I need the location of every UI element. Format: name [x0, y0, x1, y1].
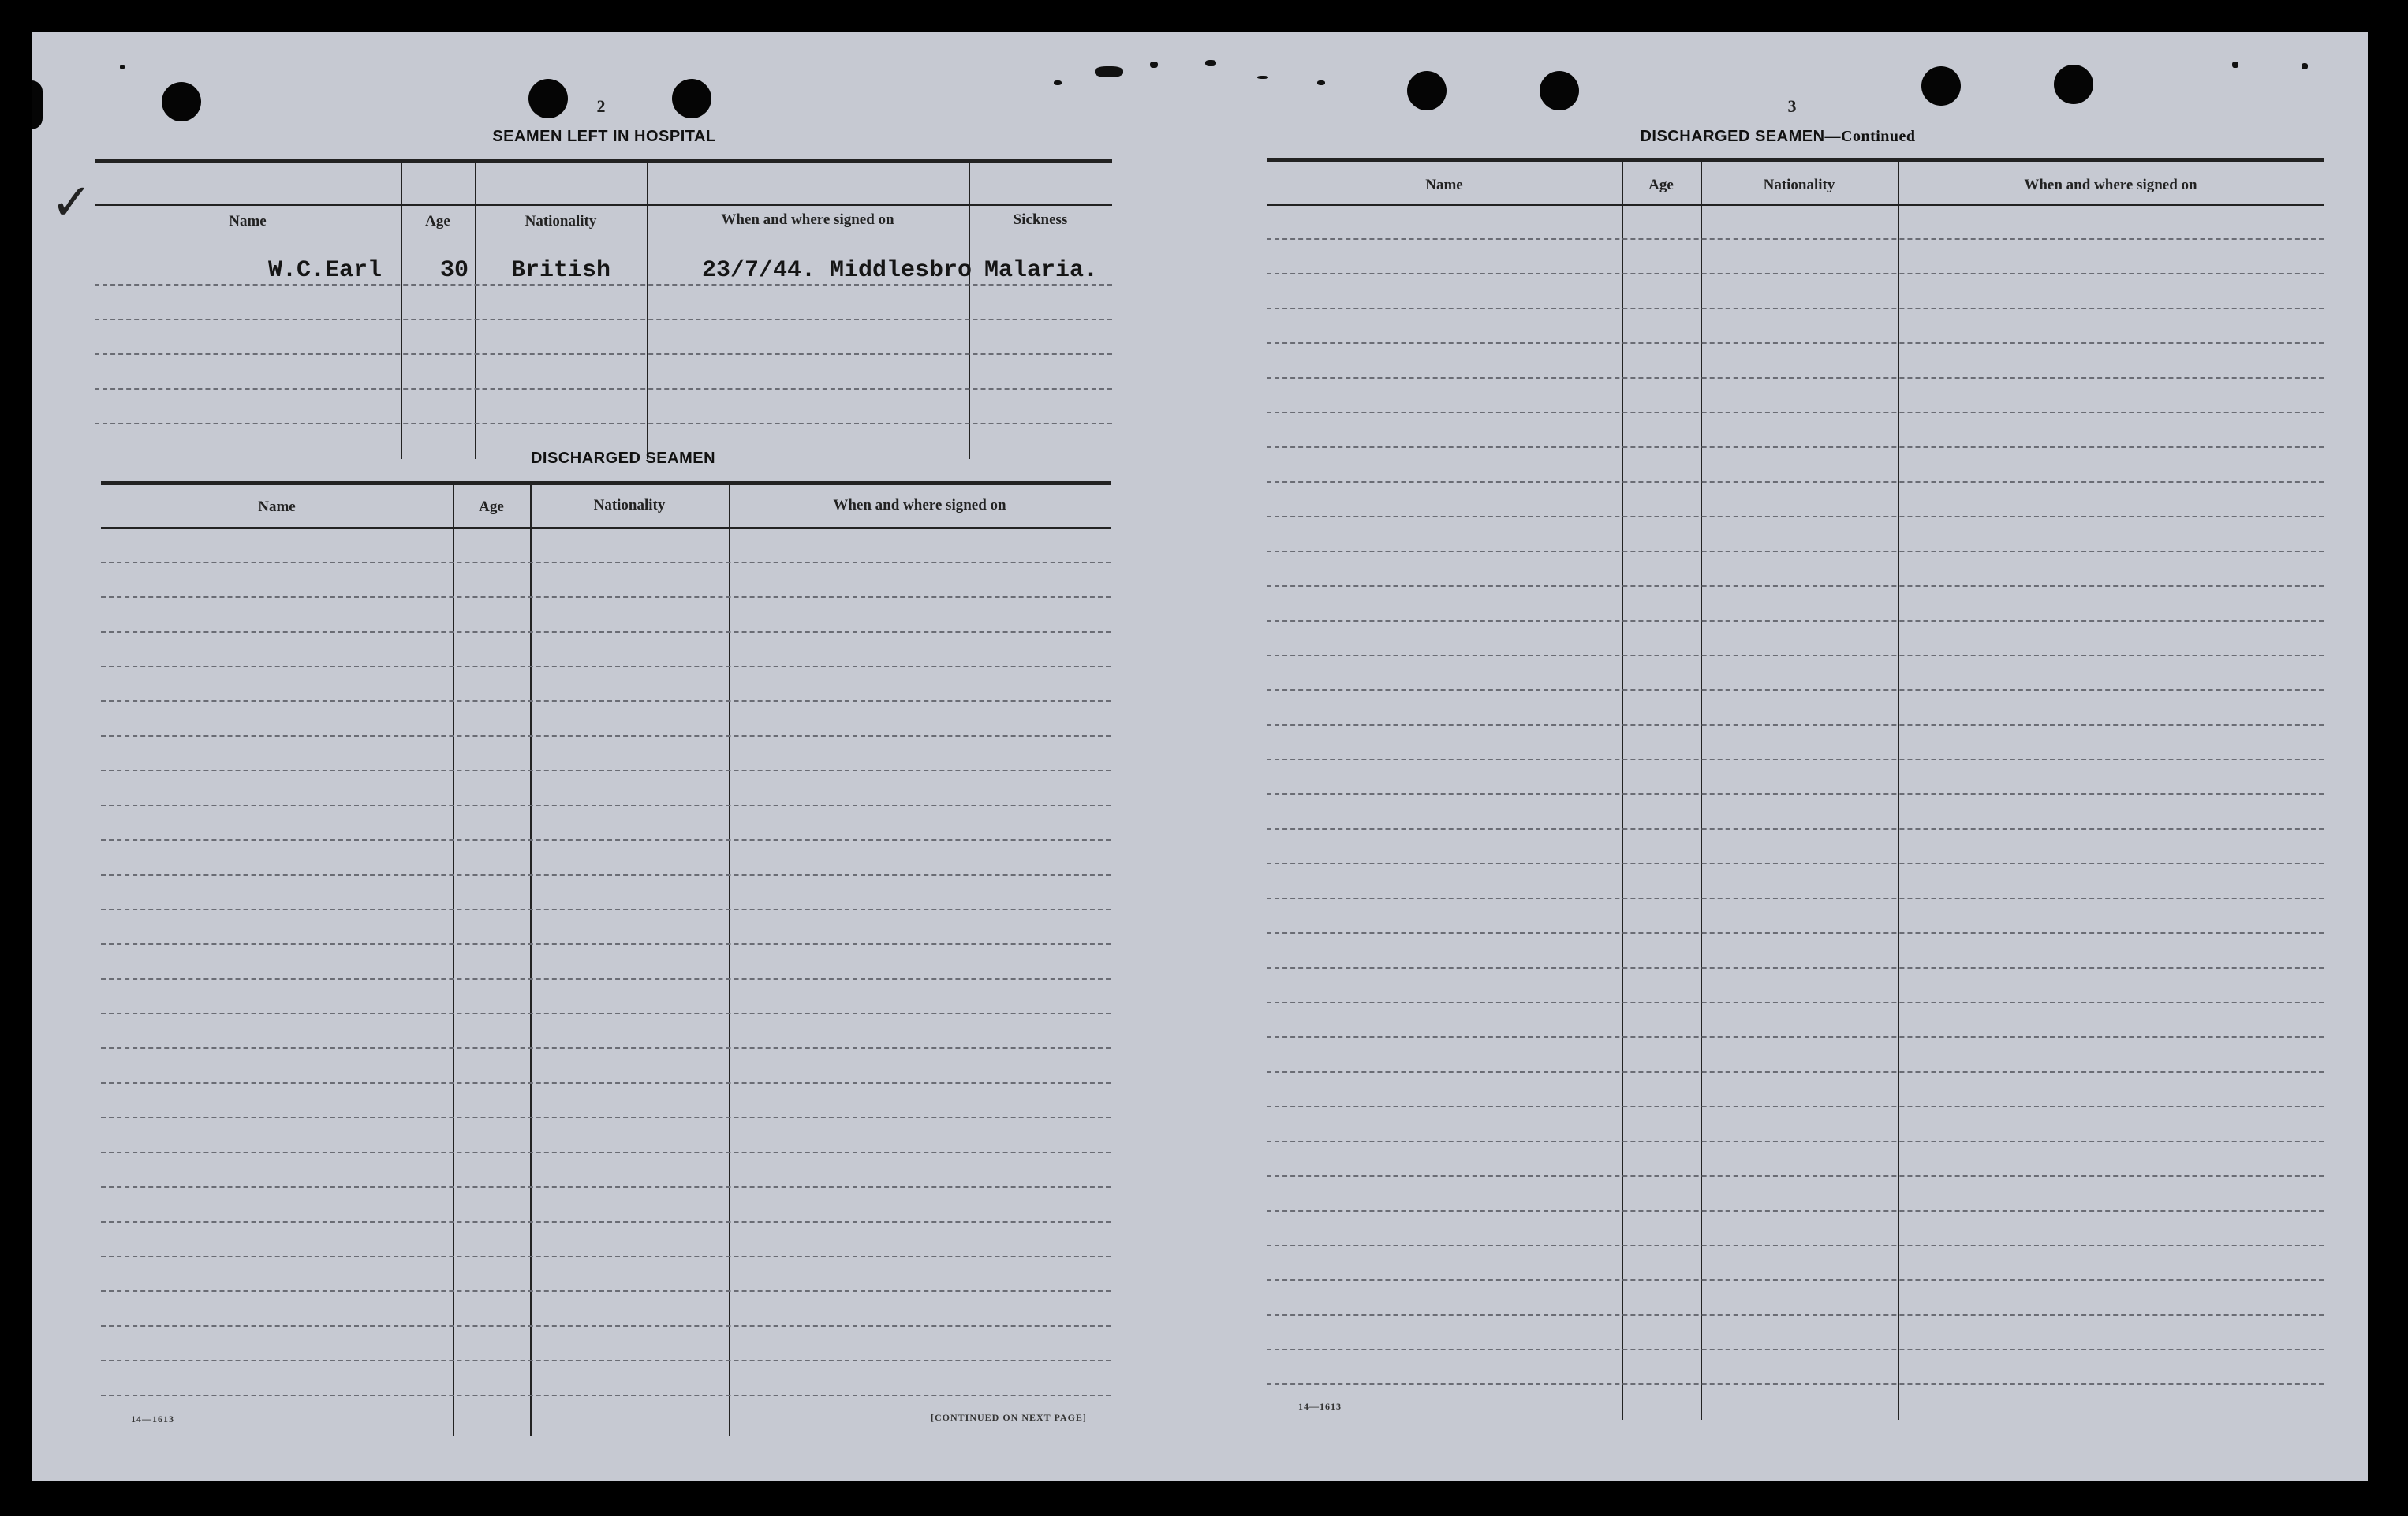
- header-rule: [1267, 204, 2324, 206]
- table-row: [1267, 1210, 2324, 1212]
- table-row: [1267, 967, 2324, 969]
- column-header-name: Name: [229, 213, 267, 230]
- table-row: [101, 1117, 1111, 1118]
- entry-nationality: British: [511, 257, 611, 284]
- table-row: [1267, 1175, 2324, 1177]
- table-row: [1267, 828, 2324, 830]
- table-row: [1267, 1245, 2324, 1246]
- table-row: [95, 388, 1112, 390]
- table-row: [95, 284, 1112, 286]
- column-divider: [530, 481, 532, 1436]
- column-header-name: Name: [258, 498, 296, 515]
- entry-age: 30: [440, 257, 469, 284]
- table-top-rule: [1267, 158, 2324, 162]
- table-row: [1267, 1141, 2324, 1142]
- column-header-nationality: Nationality: [525, 213, 597, 230]
- column-header-name: Name: [1425, 177, 1463, 193]
- table-row: [1267, 793, 2324, 795]
- table-row: [1267, 724, 2324, 726]
- column-divider: [1622, 158, 1623, 1420]
- table-row: [1267, 238, 2324, 240]
- form-number-left: 14—1613: [131, 1413, 174, 1425]
- table-row: [1267, 1349, 2324, 1350]
- table-row: [101, 666, 1111, 667]
- entry-sickness: Malaria.: [984, 257, 1099, 284]
- column-header-signed-on: When and where signed on: [721, 211, 894, 228]
- continued-note: [CONTINUED ON NEXT PAGE]: [931, 1412, 1087, 1423]
- table-row: [95, 353, 1112, 355]
- punch-hole: [1407, 71, 1447, 110]
- punch-hole: [162, 82, 201, 121]
- table-row: [101, 631, 1111, 633]
- table-row: [101, 978, 1111, 980]
- page-number-right: 3: [1787, 96, 1797, 116]
- table-row: [101, 700, 1111, 702]
- table-row: [101, 1186, 1111, 1188]
- entry-name: W.C.Earl: [268, 257, 383, 284]
- table-row: [101, 1221, 1111, 1223]
- table-row: [101, 1152, 1111, 1153]
- table-row: [1267, 342, 2324, 344]
- table-row: [1267, 1383, 2324, 1385]
- paper-damage: [1257, 76, 1268, 79]
- form-number-right: 14—1613: [1298, 1401, 1342, 1412]
- column-divider: [647, 159, 648, 459]
- table-row: [1267, 377, 2324, 379]
- right-section-title: [1640, 128, 1915, 146]
- table-row: [101, 735, 1111, 737]
- table-row: [1267, 689, 2324, 691]
- column-header-sickness: Sickness: [1013, 211, 1068, 228]
- table-row: [101, 596, 1111, 598]
- table-row: [1267, 863, 2324, 864]
- table-row: [95, 319, 1112, 320]
- punch-hole: [528, 79, 568, 118]
- table-top-rule: [101, 481, 1111, 485]
- column-divider: [475, 159, 476, 459]
- column-divider: [1898, 158, 1899, 1420]
- table-row: [1267, 446, 2324, 448]
- table-row: [101, 1360, 1111, 1361]
- right-section-title-main: DISCHARGED SEAMEN: [1640, 128, 1825, 145]
- discharged-continued-table: [1267, 158, 2324, 1420]
- discharged-table: [101, 481, 1111, 1436]
- column-header-nationality: Nationality: [593, 497, 666, 513]
- table-row: [101, 805, 1111, 806]
- table-row: [1267, 620, 2324, 622]
- punch-hole: [2054, 65, 2093, 104]
- checkmark-icon: ✓: [50, 174, 93, 232]
- column-header-signed-on: When and where signed on: [2024, 177, 2197, 193]
- table-row: [101, 562, 1111, 563]
- paper-damage: [2232, 62, 2238, 68]
- table-row: [1267, 273, 2324, 274]
- binding-hole: [32, 80, 43, 129]
- table-row: [101, 874, 1111, 876]
- table-row: [101, 1047, 1111, 1049]
- table-row: [1267, 1036, 2324, 1038]
- punch-hole: [1540, 71, 1579, 110]
- paper-damage: [1054, 80, 1062, 85]
- table-row: [101, 1395, 1111, 1396]
- column-divider: [729, 481, 730, 1436]
- column-header-signed-on: When and where signed on: [833, 497, 1006, 513]
- table-row: [95, 423, 1112, 424]
- table-row: [101, 839, 1111, 841]
- column-header-nationality: Nationality: [1763, 177, 1835, 193]
- table-row: [1267, 655, 2324, 656]
- table-row: [1267, 932, 2324, 934]
- paper-damage: [1150, 62, 1158, 68]
- column-header-age: Age: [479, 498, 504, 515]
- table-row: [1267, 898, 2324, 899]
- paper-damage: [1317, 80, 1325, 85]
- table-row: [1267, 585, 2324, 587]
- table-row: [1267, 516, 2324, 517]
- table-row: [1267, 412, 2324, 413]
- table-row: [101, 1082, 1111, 1084]
- table-row: [1267, 1279, 2324, 1281]
- table-row: [101, 909, 1111, 910]
- right-section-title-continued: —Continued: [1824, 128, 1916, 145]
- paper-damage: [1095, 66, 1123, 77]
- punch-hole: [1921, 66, 1961, 106]
- discharged-section-title: DISCHARGED SEAMEN: [530, 450, 716, 467]
- table-row: [101, 1256, 1111, 1257]
- table-row: [101, 1325, 1111, 1327]
- table-row: [1267, 551, 2324, 552]
- punch-hole: [672, 79, 711, 118]
- table-row: [1267, 1002, 2324, 1003]
- table-row: [101, 943, 1111, 945]
- paper-damage: [2302, 63, 2308, 69]
- table-row: [1267, 481, 2324, 483]
- paper-damage: [1205, 60, 1216, 66]
- table-row: [101, 1013, 1111, 1014]
- column-header-age: Age: [1648, 177, 1674, 193]
- table-row: [1267, 308, 2324, 309]
- column-divider: [453, 481, 454, 1436]
- paper-damage: [120, 65, 125, 69]
- header-rule: [95, 204, 1112, 206]
- document-sheet: [32, 32, 2368, 1481]
- table-row: [1267, 1106, 2324, 1107]
- table-row: [101, 770, 1111, 771]
- table-row: [1267, 759, 2324, 760]
- column-header-age: Age: [425, 213, 450, 230]
- table-row: [101, 1290, 1111, 1292]
- column-divider: [969, 159, 970, 459]
- table-row: [1267, 1071, 2324, 1073]
- table-top-rule: [95, 159, 1112, 163]
- column-divider: [401, 159, 402, 459]
- table-row: [1267, 1314, 2324, 1316]
- hospital-section-title: SEAMEN LEFT IN HOSPITAL: [492, 128, 716, 145]
- header-rule: [101, 527, 1111, 529]
- page-number-left: 2: [596, 96, 606, 116]
- entry-signed-on: 23/7/44. Middlesbro: [702, 257, 973, 284]
- hospital-table: [95, 159, 1112, 459]
- column-divider: [1701, 158, 1702, 1420]
